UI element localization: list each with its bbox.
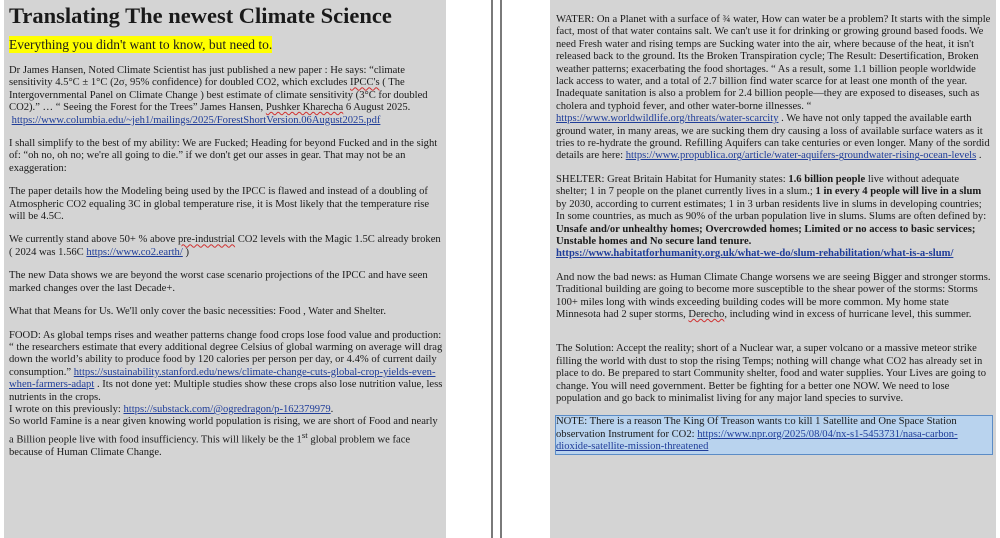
document-subtitle-highlight: Everything you didn't want to know, but need to. <box>9 37 273 52</box>
wwf-link[interactable]: https://www.worldwildlife.org/threats/water-scarcity <box>556 113 779 125</box>
first-superscript: st <box>301 429 308 440</box>
bad-news-paragraph: And now the bad news: as Human Climate Change worsens we are seeing Bigger and stronger storms. Traditional building are going to become more susceptible to the shear power of the storms: Storms 100+ miles long with winds exceeding building codes will be more common. My home state Minnesota had 2 super storms, Derecho, including wind in excess of hurricane level, this summer. <box>556 271 991 320</box>
shelter-paragraph: SHELTER: Great Britain Habitat for Humanity states: 1.6 billion people live without adequate shelter; 1 in 7 people on the planet currently lives in a slum.; 1 in every 4 people will live in a slum by 2030, according to current estimates; 1 in 3 urban residents live in slums in developing countries; In some countries, as much as 90% of the urban population live in slums. Slums are often defined by: Unsafe and/or unhealthy homes; Overcrowded homes; Limited or no access to basic services; Unstable homes and No secure land tenure. https://www.habitatforhumanity.org.uk/what-we-do/slum-rehabilitation/what-is-a-slum/ <box>556 173 987 260</box>
solution-paragraph: The Solution: Accept the reality; short of a Nuclear war, a super volcano or a massive meteor strike filling the world with dust to stop the rising Temps; nothing will change what CO2 has already set in place to do. Be prepared to start Community shelter, food and water supplies. Your Lives are going to change. You will need government. Better be fighting for a better one NOW. We need to lose population and go back to minimalist living for any major land species to survive. <box>556 343 987 404</box>
document-title: Translating The newest Climate Science <box>9 3 392 28</box>
ipcc-spell-flag: IPCC's <box>350 77 380 89</box>
propublica-link[interactable]: https://www.propublica.org/article/water-aquifers-groundwater-rising-ocean-levels <box>625 150 977 162</box>
document-page-2 <box>550 0 996 538</box>
paper-flawed-paragraph: The paper details how the Modeling being used by the IPCC is flawed and instead of a doubling of Atmospheric CO2 equaling 3C in global temperature rise, it is Most likely that the temperature rise will be 4.5C. <box>9 186 430 223</box>
pushker-spell-flag: Pushker Kharecha <box>265 102 344 114</box>
simplify-paragraph: I shall simplify to the best of my ability: We are Fucked; Heading for beyond Fucked and in the sight of: “oh no, oh no; we're all going to die.” if we don't get our asses in gear. That may not be an exaggeration: <box>9 138 438 174</box>
substack-link[interactable]: https://substack.com/@ogredragon/p-162379979 <box>123 403 331 415</box>
stanford-link[interactable]: https://sustainability.stanford.edu/news/climate-change-cuts-global-crop-yields-even-when-farmers-adapt <box>9 366 436 391</box>
water-paragraph: WATER: On a Planet with a surface of ¾ water, How can water be a problem? It starts with the simple fact, most of that water contains salt. We can't use it for drinking or growing ground based foods. We need Fresh water and rising temps are Sucking water into the air, where because of the heat, it isn't released back to the ground. Its the Broken Transpiration cycle; The Result: Desertification, Broken weather patterns; exacerbating the food shortages. “ As a result, some 1.1 billion people worldwide lack access to water, and a total of 2.7 billion find water scarce for at least one month of the year. Inadequate sanitation is also a problem for 2.4 billion people—they are exposed to diseases, such as cholera and typhoid fever, and other water-borne illnesses. “ https://www.worldwildlife.org/threats/water-scarcity . We have not only tapped the available earth ground water, in many areas, we are sucking them dry causing a loss of available surface waters as it tries to re-hydrate the ground. Refilling Aquifers can take centuries or even longer. Many of the sordid details are here: https://www.propublica.org/article/water-aquifers-groundwater-rising-ocean-levels . <box>556 14 991 162</box>
page-divider-right <box>500 0 502 538</box>
food-paragraph: FOOD: As global temps rises and weather patterns change food crops lose food value and production: “ the researchers estimate that every additional degree Celsius of global warming on average will drag down the world’s ability to produce food by 120 calories per person per day, or 4.4% of current daily consumption.” https://sustainability.stanford.edu/news/climate-change-cuts-global-crop-yields-even-when-farmers-adapt . Its not done yet: Multiple studies show these crops also lose nutrition value, less nutrients in the crops. I wrote on this previously: https://substack.com/@ogredragon/p-162379979. So world Famine is a near given knowing world population is rising, we are short of Food and nearly a Billion people live with food insufficiency. This will likely be the 1st global problem we face because of Human Climate Change. <box>9 329 443 458</box>
co2-earth-link[interactable]: https://www.co2.earth/ <box>86 246 183 258</box>
intro-paragraph: Dr James Hansen, Noted Climate Scientist has just published a new paper : He says: “climate sensitivity 4.5°C ± 1°C (2σ, 95% confidence) for doubled CO2, which excludes IPCC's ( The Intergovernmental Panel on Climate Change ) best estimate of climate sensitivity (3°C for doubled CO2).” … “ Seeing the Forest for the Trees” James Hansen, Pushker Kharecha 6 August 2025. https://www.columbia.edu/~jeh1/mailings/2025/ForestShortVersion.06August2025.pdf <box>9 65 428 126</box>
what-means-paragraph: What that Means for Us. We'll only cover the basic necessities: Food , Water and Shelter. <box>9 306 386 318</box>
habitat-link[interactable]: https://www.habitatforhumanity.org.uk/what-we-do/slum-rehabilitation/what-is-a-slum/ <box>556 248 954 260</box>
note-selected-text[interactable]: NOTE: There is a reason The King Of Treason wants t:o kill 1 Satellite and One Space Station observation Instrument for CO2: https://www.npr.org/2025/08/04/nx-s1-5453731/nasa-carbon-dioxide-satellite-mission-threatened <box>556 416 992 453</box>
new-data-paragraph: The new Data shows we are beyond the worst case scenario projections of the IPCC and have seen marked changes over the last Decade+. <box>9 270 428 294</box>
document-page-1 <box>4 0 446 538</box>
derecho-spell-flag: Derecho <box>688 308 725 320</box>
columbia-paper-link[interactable]: https://www.columbia.edu/~jeh1/mailings/2025/ForestShortVersion.06August2025.pdf <box>11 114 381 126</box>
preindustrial-spell-flag: pre-industrial <box>177 234 236 246</box>
npr-link[interactable]: https://www.npr.org/2025/08/04/nx-s1-5453731/nasa-carbon-dioxide-satellite-mission-threatened <box>556 428 958 453</box>
current-levels-paragraph: We currently stand above 50+ % above pre-industrial CO2 levels with the Magic 1.5C already broken ( 2024 was 1.56C https://www.co2.earth/ ) <box>9 234 441 258</box>
page-divider-left <box>491 0 493 538</box>
